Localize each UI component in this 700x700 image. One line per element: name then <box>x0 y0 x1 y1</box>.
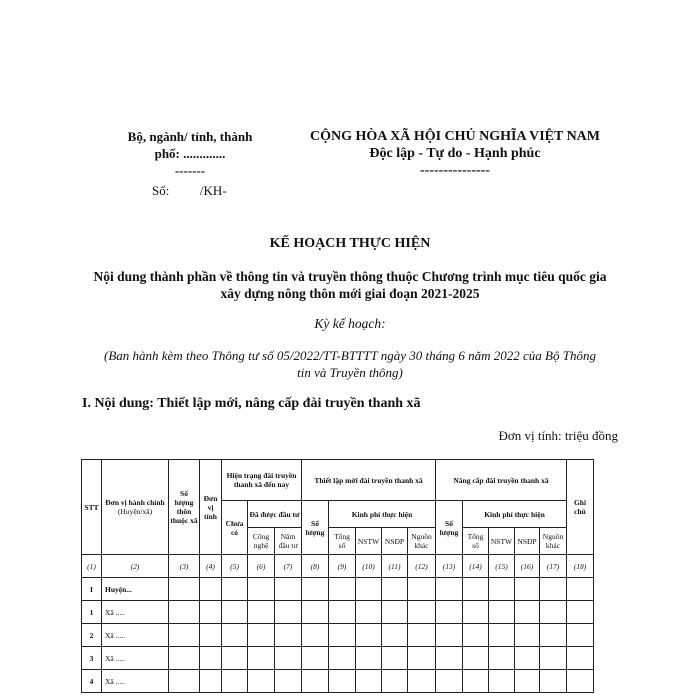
row-stt: 4 <box>82 670 102 693</box>
header-current-status: Hiện trạng đài truyền thanh xã đến nay <box>222 460 302 501</box>
header-new-other: Nguồn khác <box>408 528 436 555</box>
row-stt: 1 <box>82 601 102 624</box>
column-number: (10) <box>356 555 382 578</box>
motto: Độc lập - Tự do - Hạnh phúc <box>369 146 541 161</box>
issuance-note-line-2: tin và Truyền thông) <box>297 365 403 380</box>
header-unit: Đơn vị tính <box>200 460 222 555</box>
issuing-agency-divider: ------- <box>174 163 206 178</box>
table-row <box>82 601 594 624</box>
issuance-note-line-1: (Ban hành kèm theo Thông tư số 05/2022/TT-BTTTT ngày 30 tháng 6 năm 2022 của Bộ Thông <box>104 348 596 363</box>
column-number: (4) <box>200 555 222 578</box>
header-new-nstw: NSTW <box>356 528 382 555</box>
row-name: Xã ..... <box>102 670 169 693</box>
table-row <box>82 670 594 693</box>
document-number <box>152 183 227 199</box>
header-admin-unit-sub: (Huyện/xã) <box>117 507 153 516</box>
header-new-nsdp: NSĐP <box>382 528 408 555</box>
header-stt: STT <box>82 460 102 555</box>
column-number: (8) <box>302 555 329 578</box>
column-number: (2) <box>102 555 169 578</box>
issuance-note <box>82 347 618 381</box>
column-number: (15) <box>489 555 515 578</box>
section-heading: I. Nội dung: Thiết lập mới, nâng cấp đài truyền thanh xã <box>82 396 421 411</box>
column-number: (18) <box>567 555 594 578</box>
header-upgrade-quantity: Số lượng <box>436 501 463 555</box>
header-invested: Đã được đầu tư <box>248 501 302 528</box>
header-upgrade-funding: Kinh phí thực hiện <box>463 501 567 528</box>
national-motto-block <box>300 128 610 179</box>
header-new-setup: Thiết lập mới đài truyền thanh xã <box>302 460 436 501</box>
header-not-yet: Chưa có <box>222 501 248 555</box>
header-note: Ghi chú <box>567 460 594 555</box>
header-new-funding: Kinh phí thực hiện <box>329 501 436 528</box>
column-number: (13) <box>436 555 463 578</box>
document-title: KẾ HOẠCH THỰC HIỆN <box>269 236 431 251</box>
column-number: (6) <box>248 555 275 578</box>
table-row <box>82 624 594 647</box>
column-number: (16) <box>515 555 540 578</box>
subtitle-line-2: xây dựng nông thôn mới giai đoạn 2021-2025 <box>220 286 480 301</box>
row-stt: 3 <box>82 647 102 670</box>
column-number-row <box>82 555 594 578</box>
plan-period: Kỳ kế hoạch: <box>314 316 386 331</box>
header-investment-year: Năm đầu tư <box>275 528 302 555</box>
row-name: Xã ..... <box>102 647 169 670</box>
issuing-agency-line-2: phố: ............. <box>154 146 226 161</box>
row-stt: I <box>82 578 102 601</box>
header-upgrade: Nâng cấp đài truyền thanh xã <box>436 460 567 501</box>
header-technology: Công nghệ <box>248 528 275 555</box>
plan-table <box>81 459 594 693</box>
header-village-count: Số lượng thôn thuộc xã <box>169 460 200 555</box>
column-number: (3) <box>169 555 200 578</box>
column-number: (11) <box>382 555 408 578</box>
document-number-suffix: /KH- <box>199 183 227 198</box>
row-name: Xã ..... <box>102 601 169 624</box>
column-number: (12) <box>408 555 436 578</box>
header-admin-unit <box>102 460 169 555</box>
row-stt: 2 <box>82 624 102 647</box>
header-upgrade-nstw: NSTW <box>489 528 515 555</box>
header-new-total: Tổng số <box>329 528 356 555</box>
subtitle-line-1: Nội dung thành phần về thông tin và truyền thông thuộc Chương trình mục tiêu quốc gia <box>93 269 607 284</box>
document-subtitle <box>80 268 620 302</box>
table-row <box>82 578 594 601</box>
column-number: (17) <box>540 555 567 578</box>
column-number: (5) <box>222 555 248 578</box>
header-upgrade-total: Tổng số <box>463 528 489 555</box>
row-name: Huyện... <box>102 578 169 601</box>
header-new-quantity: Số lượng <box>302 501 329 555</box>
document-number-label: Số: <box>152 183 170 198</box>
table-row <box>82 647 594 670</box>
motto-divider: --------------- <box>420 163 490 178</box>
header-upgrade-other: Nguồn khác <box>540 528 567 555</box>
header-admin-unit-label: Đơn vị hành chính <box>105 498 165 507</box>
country-name: CỘNG HÒA XÃ HỘI CHỦ NGHĨA VIỆT NAM <box>309 129 600 144</box>
column-number: (7) <box>275 555 302 578</box>
header-upgrade-nsdp: NSĐP <box>515 528 540 555</box>
row-name: Xã ..... <box>102 624 169 647</box>
column-number: (1) <box>82 555 102 578</box>
issuing-agency-block <box>100 128 280 179</box>
issuing-agency-line-1: Bộ, ngành/ tỉnh, thành <box>127 129 253 144</box>
unit-note: Đơn vị tính: triệu đồng <box>498 428 618 443</box>
column-number: (9) <box>329 555 356 578</box>
column-number: (14) <box>463 555 489 578</box>
